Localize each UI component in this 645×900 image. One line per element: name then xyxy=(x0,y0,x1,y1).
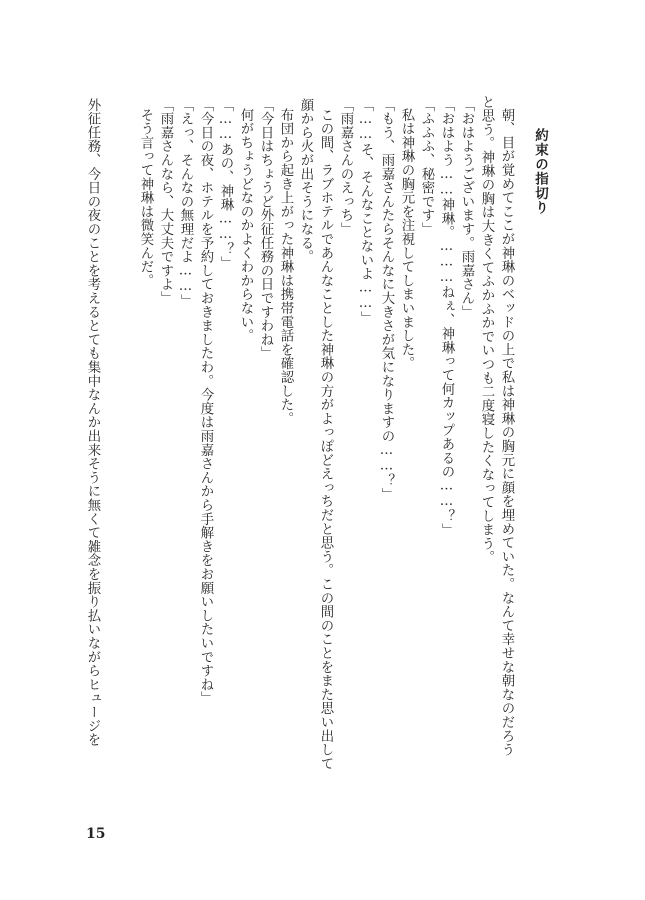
text-line-14: 何がちょうどなのかよくわからない。 xyxy=(238,108,253,343)
text-line-11: 顔から火が出そうになる。 xyxy=(298,98,313,264)
text-line-2: と思う。神琳の胸は大きくてふかふかでいつも二度寝したくなってしまう。 xyxy=(479,95,494,565)
text-line-13: 「今日はちょうど外征任務の日ですわね」 xyxy=(258,98,273,361)
text-line-3: 「おはようございます。雨嘉さん」 xyxy=(459,98,474,319)
text-line-6: 私は神琳の胸元を注視してしまいました。 xyxy=(399,108,414,371)
text-line-15: 「……あの、神琳……？」 xyxy=(218,98,233,270)
text-line-4: 「おはよう……神琳。………ねぇ、神琳って何カップあるの……？」 xyxy=(439,98,454,537)
text-line-8: 「……そ、そんなことないよ……」 xyxy=(358,98,373,326)
text-line-19: そう言って神琳は微笑んだ。 xyxy=(138,108,153,288)
text-line-1: 朝、目が覚めてここが神琳のベッドの上で私は神琳の胸元に顔を埋めていた。なんて幸せな朝なのだろう xyxy=(499,108,514,757)
text-line-9: 「雨嘉さんのえっち」 xyxy=(338,98,353,236)
text-line-16: 「今日の夜、ホテルを予約しておきましたわ。今度は雨嘉さんから手解きをお願いしたいですね」 xyxy=(198,98,213,706)
chapter-title: 約束の指切り xyxy=(532,128,548,215)
text-line-7: 「もう、雨嘉さんたらそんなに大きさが気になりますの……？」 xyxy=(379,98,394,502)
page-number: 15 xyxy=(86,826,106,842)
text-line-18: 「雨嘉さんなら、大丈夫ですよ」 xyxy=(158,98,173,305)
text-line-12: 布団から起き上がった神琳は携帯電話を確認した。 xyxy=(278,108,293,426)
text-line-20: 外征任務、今日の夜のことを考えるとても集中なんか出来そうに無くて雑念を振り払いながらヒュージを xyxy=(85,98,100,747)
text-line-10: この間、ラブホテルであんなことした神琳の方がよっぽどえっちだと思う。この間のことをまた思い出して xyxy=(318,108,333,771)
text-line-17: 「えっ、そんなの無理だよ……」 xyxy=(178,98,193,309)
text-line-5: 「ふふふ、秘密です」 xyxy=(419,98,434,236)
